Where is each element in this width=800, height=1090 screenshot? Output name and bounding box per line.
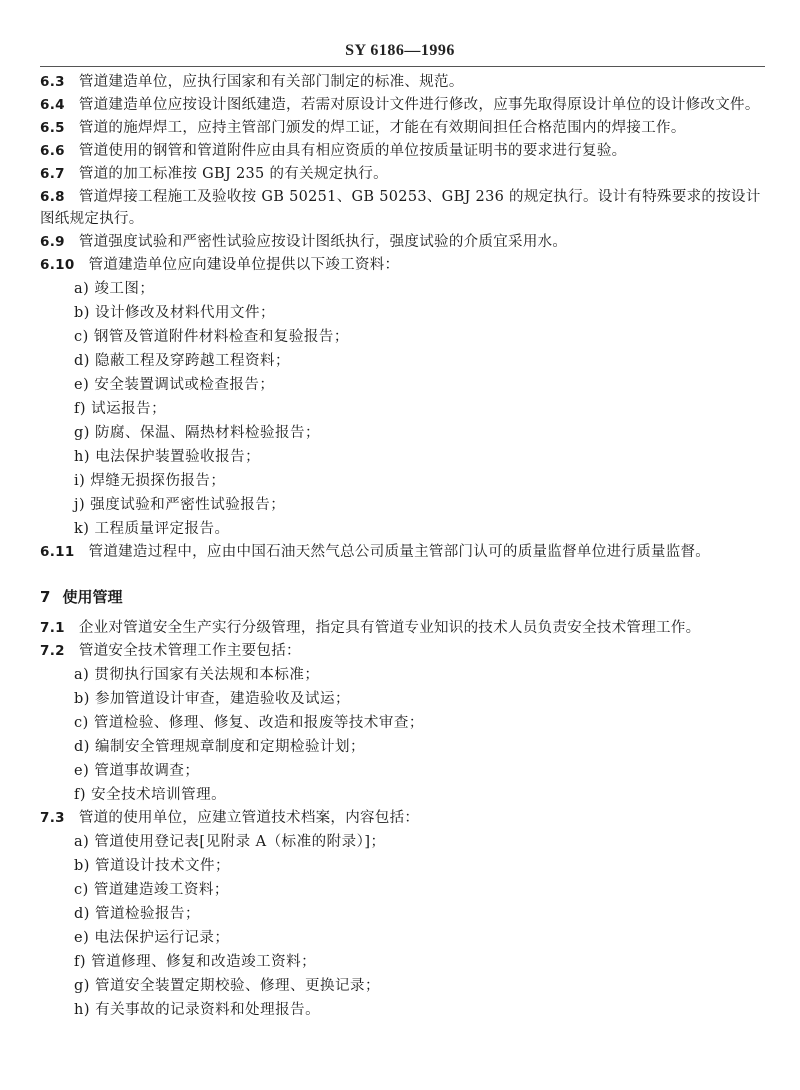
clause-paragraph (40, 254, 762, 276)
list-item: f) 安全技术培训管理。 (74, 787, 227, 803)
list-item: e) 管道事故调查； (74, 763, 200, 779)
clause-number: 7.1 (40, 620, 65, 636)
clause-number: 6.8 (40, 189, 65, 205)
clause-number: 6.5 (40, 120, 65, 136)
clause-text: 管道焊接工程施工及验收按 GB 50251、GB 50253、GBJ 236 的规定执行。设计有特殊要求的按设计图纸规定执行。 (40, 189, 761, 227)
list-7-2 (40, 663, 762, 807)
list-item: c) 钢管及管道附件材料检查和复验报告； (74, 329, 349, 345)
list-item: d) 隐蔽工程及穿跨越工程资料； (74, 353, 291, 369)
clause-paragraph (40, 71, 762, 93)
clause-text: 管道建造单位，应执行国家和有关部门制定的标准、规范。 (78, 74, 464, 90)
clause-text: 管道的使用单位，应建立管道技术档案，内容包括： (78, 810, 420, 826)
list-item: d) 管道检验报告； (74, 906, 201, 922)
list-item: f) 管道修理、修复和改造竣工资料； (74, 954, 317, 970)
clause-paragraph (40, 186, 762, 230)
list-item: a) 竣工图； (74, 281, 155, 297)
list-item: b) 管道设计技术文件； (74, 858, 231, 874)
list-item: j) 强度试验和严密性试验报告； (74, 497, 286, 513)
clause-text: 管道强度试验和严密性试验应按设计图纸执行，强度试验的介质宜采用水。 (78, 234, 568, 250)
list-item: h) 电法保护装置验收报告； (74, 449, 261, 465)
clause-paragraph (40, 231, 762, 253)
section-title: 使用管理 (62, 588, 123, 606)
list-7-3 (40, 830, 762, 1022)
clause-paragraph (40, 94, 762, 116)
list-item: g) 管道安全装置定期校验、修理、更换记录； (74, 978, 381, 994)
list-item: k) 工程质量评定报告。 (74, 521, 230, 537)
clause-text: 管道建造单位应按设计图纸建造，若需对原设计文件进行修改，应事先取得原设计单位的设计修改文件。 (78, 97, 760, 113)
clause-number: 7.3 (40, 810, 65, 826)
list-item: g) 防腐、保温、隔热材料检验报告； (74, 425, 321, 441)
clause-text: 管道的加工标准按 GBJ 235 的有关规定执行。 (78, 166, 388, 182)
clause-7-3 (40, 807, 762, 829)
clause-paragraph (40, 117, 762, 139)
clause-7-2 (40, 640, 762, 662)
clause-text: 企业对管道安全生产实行分级管理，指定具有管道专业知识的技术人员负责安全技术管理工作。 (78, 620, 701, 636)
clause-number: 6.10 (40, 257, 75, 273)
clause-number: 6.9 (40, 234, 65, 250)
list-item: c) 管道建造竣工资料； (74, 882, 229, 898)
clause-text: 管道建造单位应向建设单位提供以下竣工资料： (88, 257, 400, 273)
clause-paragraph (40, 140, 762, 162)
list-item: h) 有关事故的记录资料和处理报告。 (74, 1002, 321, 1018)
clause-number: 6.7 (40, 166, 65, 182)
clause-paragraph (40, 163, 762, 185)
list-item: a) 贯彻执行国家有关法规和本标准； (74, 667, 320, 683)
clause-number: 6.6 (40, 143, 65, 159)
clause-text: 管道使用的钢管和管道附件应由具有相应资质的单位按质量证明书的要求进行复验。 (78, 143, 627, 159)
clause-text: 管道的施焊焊工，应持主管部门颁发的焊工证，才能在有效期间担任合格范围内的焊接工作。 (78, 120, 686, 136)
list-item: b) 参加管道设计审查，建造验收及试运； (74, 691, 351, 707)
clause-number: 6.3 (40, 74, 65, 90)
clause-6-11 (40, 541, 762, 563)
list-item: e) 安全装置调试或检查报告； (74, 377, 275, 393)
list-item: a) 管道使用登记表[见附录 A（标准的附录）]； (74, 834, 386, 850)
header-rule (40, 66, 765, 67)
clause-7-1 (40, 617, 762, 639)
clause-text: 管道建造过程中，应由中国石油天然气总公司质量主管部门认可的质量监督单位进行质量监督。 (88, 544, 711, 560)
section-7-heading (40, 585, 762, 609)
list-item: c) 管道检验、修理、修复、改造和报废等技术审查； (74, 715, 424, 731)
standard-number-header: SY 6186—1996 (345, 42, 455, 59)
clause-number: 6.11 (40, 544, 75, 560)
list-item: e) 电法保护运行记录； (74, 930, 230, 946)
list-item: i) 焊缝无损探伤报告； (74, 473, 226, 489)
section-number: 7 (40, 588, 51, 606)
clause-number: 6.4 (40, 97, 65, 113)
clause-text: 管道安全技术管理工作主要包括： (78, 643, 301, 659)
clause-number: 7.2 (40, 643, 65, 659)
list-item: b) 设计修改及材料代用文件； (74, 305, 276, 321)
clauses-6 (40, 71, 762, 276)
list-6-10 (40, 277, 762, 541)
list-item: d) 编制安全管理规章制度和定期检验计划； (74, 739, 366, 755)
document-body (40, 71, 762, 1022)
list-item: f) 试运报告； (74, 401, 167, 417)
